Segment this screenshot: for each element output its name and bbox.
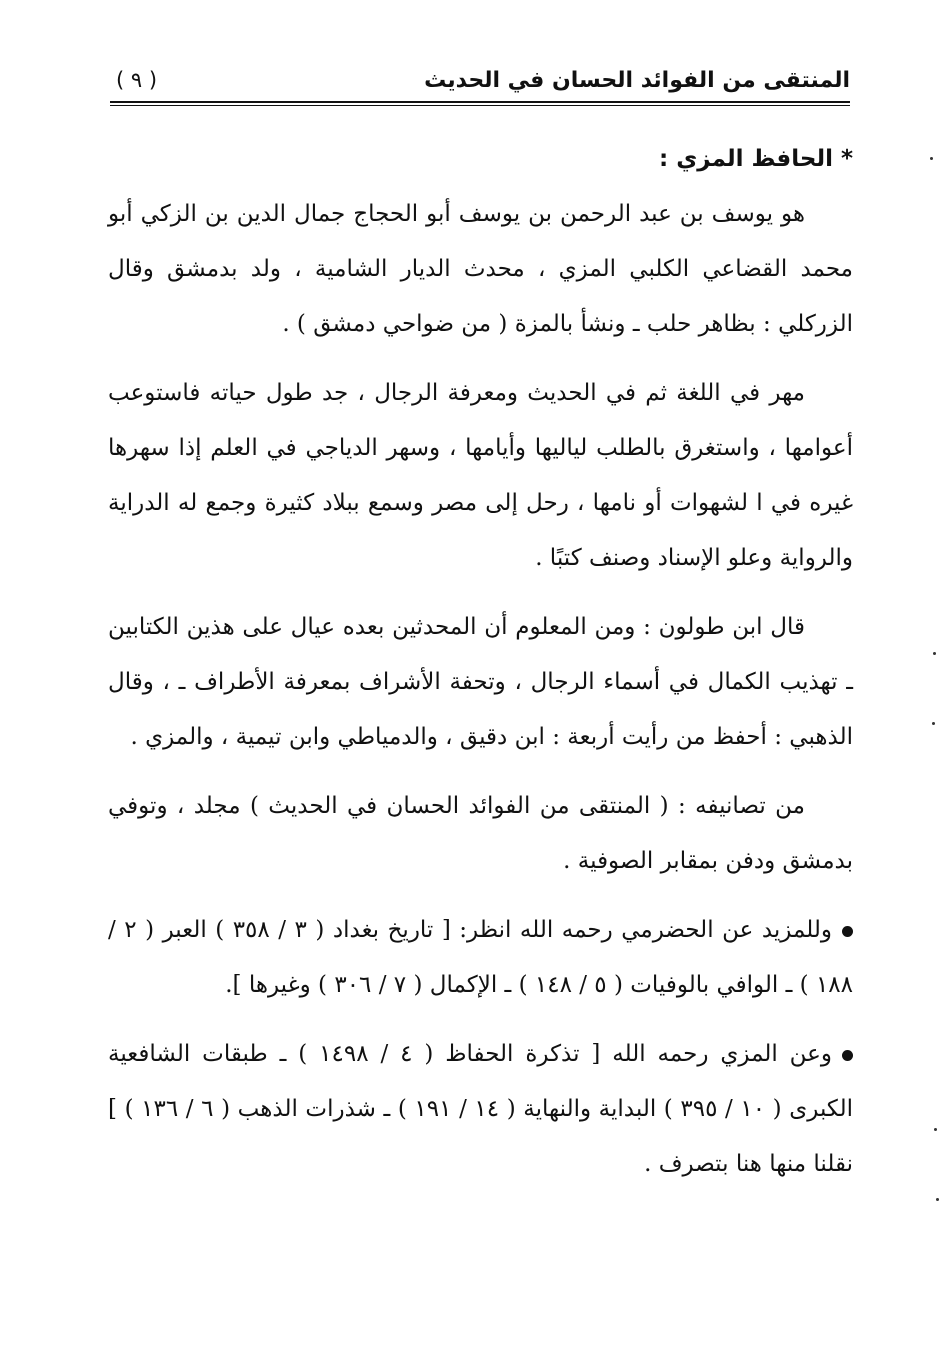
paragraph-3: قال ابن طولون : ومن المعلوم أن المحدثين بعده عيال على هذين الكتابين ـ تهذيب الكمال في أسماء الرجال ، وتحفة الأشراف بمعرفة الأطراف ـ ، وقال الذهبي : أحفظ من رأيت أربعة : ابن دقيق ، والدمياطي وابن تيمية ، والمزي . [108, 614, 853, 750]
page-number: ( ٩ ) [116, 68, 158, 92]
paragraph-2: مهر في اللغة ثم في الحديث ومعرفة الرجال ، جد طول حياته فاستوعب أعوامها ، واستغرق بالطلب لياليها وأيامها ، وسهر الدياجي في العلم إذا سهرها غيره في ا لشهوات أو نامها ، رحل إلى مصر وسمع ببلاد كثيرة وجمع له الدراية والرواية وعلو الإسناد وصنف كتبًا . [108, 380, 853, 571]
reference-2 [108, 1027, 853, 1192]
scan-speck [936, 1198, 939, 1201]
scan-speck [932, 722, 935, 725]
bullet-icon [842, 926, 853, 937]
paragraph-1: هو يوسف بن عبد الرحمن بن يوسف أبو الحجاج جمال الدين بن الزكي أبو محمد القضاعي الكلبي المزي ، محدث الديار الشامية ، ولد بدمشق وقال الزركلي : بظاهر حلب ـ ونشأ بالمزة ( من ضواحي دمشق ) . [108, 201, 853, 337]
reference-2-text: وعن المزي رحمه الله [ تذكرة الحفاظ ( ٤ / ١٤٩٨ ) ـ طبقات الشافعية الكبرى ( ١٠ / ٣٩٥ ) البداية والنهاية ( ١٤ / ١٩١ ) ـ شذرات الذهب ( ٦ / ١٣٦ ) ] نقلنا منها هنا بتصرف . [108, 1041, 853, 1177]
page-header [110, 62, 850, 102]
reference-1-text: وللمزيد عن الحضرمي رحمه الله انظر: [ تاريخ بغداد ( ٣ / ٣٥٨ ) العبر ( ٢ / ١٨٨ ) ـ الوافي بالوفيات ( ٥ / ١٤٨ ) ـ الإكمال ( ٧ / ٣٠٦ ) وغيرها ]. [108, 917, 853, 998]
reference-1 [108, 903, 853, 1013]
scan-speck [930, 157, 933, 160]
header-rule [110, 101, 850, 106]
running-title: المنتقى من الفوائد الحسان في الحديث [424, 68, 850, 93]
section-title: * الحافظ المزي : [659, 146, 853, 172]
page-body [108, 132, 853, 1192]
bullet-icon [842, 1050, 853, 1061]
paragraph-4: من تصانيفه : ( المنتقى من الفوائد الحسان في الحديث ) مجلد ، وتوفي بدمشق ودفن بمقابر الصوفية . [108, 793, 853, 874]
scan-speck [933, 652, 936, 655]
scan-speck [934, 1128, 937, 1131]
